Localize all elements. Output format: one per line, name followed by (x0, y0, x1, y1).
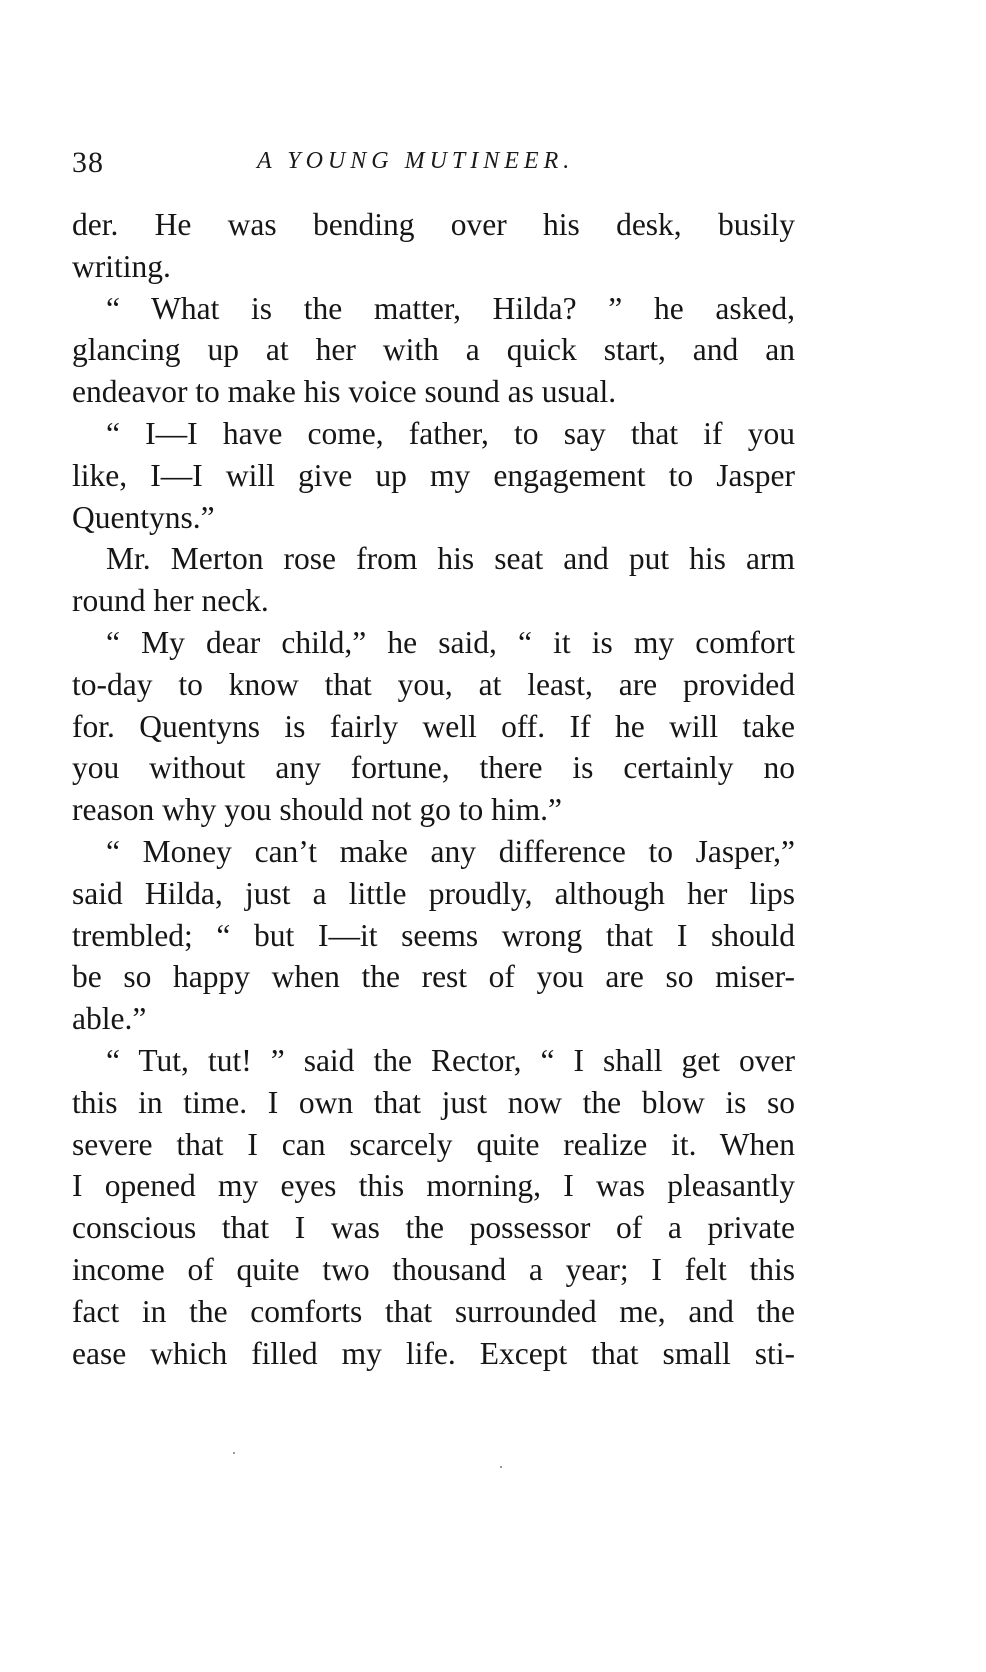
text-line: be so happy when the rest of you are so miser- (72, 959, 795, 995)
text-line: severe that I can scarcely quite realize it. When (72, 1126, 795, 1162)
text-line: income of quite two thousand a year; I felt this (72, 1251, 795, 1287)
text-line: round her neck. (72, 583, 269, 619)
page-number: 38 (72, 146, 104, 179)
text-line: “ My dear child,” he said, “ it is my comfort (106, 624, 795, 660)
text-line: fact in the comforts that surrounded me, and the (72, 1293, 795, 1329)
text-line: der. He was bending over his desk, busily (72, 207, 795, 242)
text-line: conscious that I was the possessor of a private (72, 1210, 795, 1246)
text-line: Mr. Merton rose from his seat and put his arm (106, 541, 795, 577)
text-line: writing. (72, 248, 171, 284)
text-line: said Hilda, just a little proudly, although her lips (72, 875, 795, 911)
text-line: reason why you should not go to him.” (72, 792, 562, 828)
text-line: endeavor to make his voice sound as usual. (72, 374, 617, 410)
text-line: ease which filled my life. Except that small sti- (72, 1335, 795, 1371)
text-line: this in time. I own that just now the blow is so (72, 1084, 795, 1120)
body-text (72, 204, 795, 1374)
print-speck (233, 1452, 235, 1454)
text-line: Quentyns.” (72, 499, 215, 535)
text-line: to-day to know that you, at least, are provided (72, 666, 795, 702)
text-line: “ What is the matter, Hilda? ” he asked, (106, 290, 795, 326)
text-line: “ I—I have come, father, to say that if you (106, 415, 795, 451)
text-line: trembled; “ but I—it seems wrong that I should (72, 917, 795, 953)
text-line: glancing up at her with a quick start, and an (72, 332, 795, 368)
text-line: like, I—I will give up my engagement to Jasper (72, 457, 795, 493)
print-speck (500, 1466, 502, 1468)
running-title: A YOUNG MUTINEER. (257, 148, 575, 174)
running-head (72, 146, 822, 186)
text-line: I opened my eyes this morning, I was pleasantly (72, 1168, 795, 1204)
text-line: you without any fortune, there is certainly no (72, 750, 795, 786)
text-line: able.” (72, 1001, 147, 1037)
text-line: “ Tut, tut! ” said the Rector, “ I shall get over (106, 1042, 795, 1078)
text-line: “ Money can’t make any difference to Jasper,” (106, 833, 795, 869)
text-line: for. Quentyns is fairly well off. If he will take (72, 708, 795, 744)
